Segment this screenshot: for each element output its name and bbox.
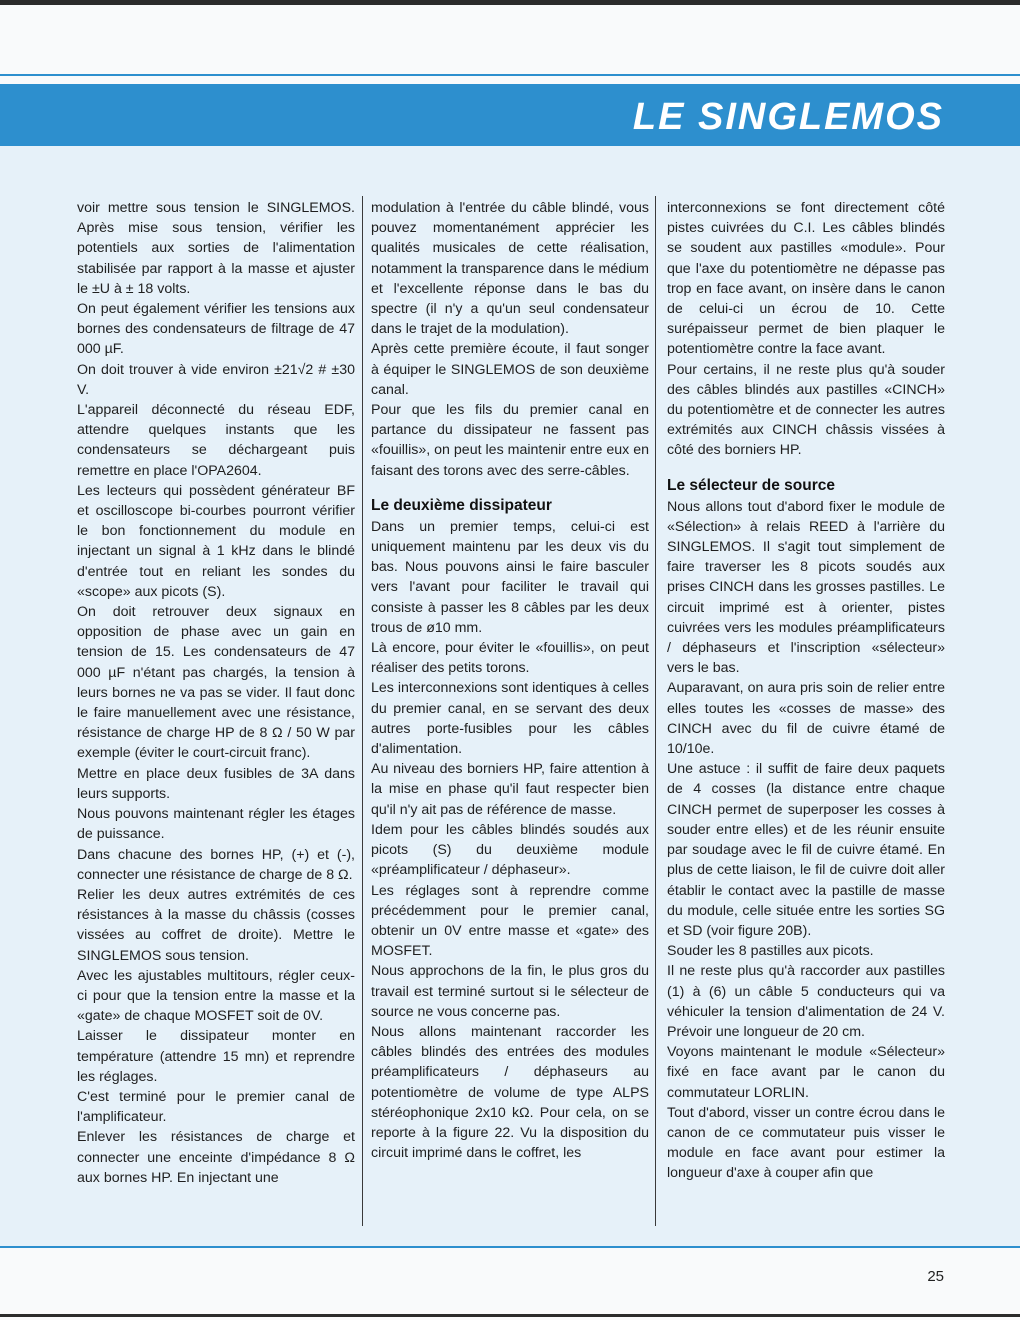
paragraph: Dans chacune des bornes HP, (+) et (-), connecter une résistance de charge de 8 Ω. (77, 846, 355, 883)
paragraph: Enlever les résistances de charge et connecter une enceinte d'impédance 8 Ω aux bornes HP. En injectant une (77, 1129, 355, 1186)
paragraph: Nous approchons de la fin, le plus gros du travail est terminé surtout si le sélecteur de source ne vous concerne pas. (371, 963, 649, 1020)
column-divider (655, 196, 656, 1226)
paragraph: On doit trouver à vide environ ±21√2 # ±30 V. (77, 361, 355, 398)
header-thin-line (0, 74, 1020, 76)
paragraph: voir mettre sous tension le SINGLEMOS. Après mise sous tension, vérifier les potentiels aux sorties de l'alimentation stabilisée par rapport à la masse et ajuster le ±U à ± 18 volts. (77, 200, 355, 297)
paragraph: Auparavant, on aura pris soin de relier entre elles toutes les «cosses de masse» des CINCH avec du fil de cuivre étamé de 10/10e. (667, 680, 945, 758)
paragraph: Une astuce : il suffit de faire deux paquets de 4 cosses (la distance entre chaque CINCH permet de superposer les cosses à souder entre elles) et de les réunir ensuite par soudage avec le fil de cuivre étamé. En plus de cette liaison, le fil de cuivre doit aller établir le contact avec la pastille de masse du module, celle située entre les sorties SG et SD (voir figure 20B). (667, 761, 945, 939)
paragraph: modulation à l'entrée du câble blindé, vous pouvez momentanément apprécier les qualités musicales de cette réalisation, notamment la transparence dans le médium et l'excellente réponse dans le bas du spectre (il n'y a qu'un seul condensateur dans le trajet de la modulation). (371, 200, 649, 338)
paragraph: Laisser le dissipateur monter en température (attendre 15 mn) et reprendre les réglages. (77, 1028, 355, 1085)
footer-line (0, 1246, 1020, 1248)
section-heading: Le sélecteur de source (667, 476, 835, 494)
paragraph: Pour que les fils du premier canal en partance du dissipateur ne fassent pas «fouillis», on peut les maintenir entre eux en faisant des torons avec des serre-câbles. (371, 402, 649, 479)
page-title: LE SINGLEMOS (632, 96, 944, 138)
paragraph: Idem pour les câbles blindés soudés aux picots (S) du deuxième module «préamplificateur / déphaseur». (371, 821, 649, 879)
paragraph: Là encore, pour éviter le «fouillis», on peut réaliser des petits torons. (371, 640, 649, 677)
paragraph: Souder les 8 pastilles aux picots. (667, 943, 874, 960)
paragraph: Relier les deux autres extrémités de ces résistances à la masse du châssis (cosses vissées au coffret de droite). Mettre le SINGLEMOS sous tension. (77, 886, 355, 964)
text-column-2 (371, 198, 649, 1163)
paragraph: Avec les ajustables multitours, régler ceux-ci pour que la tension entre la masse et la «gate» de chaque MOSFET soit de 0V. (77, 967, 355, 1025)
top-rule (0, 0, 1020, 5)
paragraph: Pour certains, il ne reste plus qu'à souder des câbles blindés aux pastilles «CINCH» du potentiomètre et de connecter les autres extrémités aux CINCH châssis vissées à côté des borniers HP. (667, 361, 945, 459)
page-number: 25 (927, 1268, 944, 1285)
paragraph: Nous pouvons maintenant régler les étages de puissance. (77, 806, 355, 843)
paragraph: Il ne reste plus qu'à raccorder aux pastilles (1) à (6) un câble 5 conducteurs qui va véhiculer la tension d'alimentation de 24 V. Prévoir une longueur de 20 cm. (667, 963, 945, 1040)
paragraph: Mettre en place deux fusibles de 3A dans leurs supports. (77, 765, 355, 802)
paragraph: C'est terminé pour le premier canal de l'amplificateur. (77, 1088, 355, 1126)
footer-rule (0, 1314, 1020, 1317)
paragraph: Au niveau des borniers HP, faire attention à la mise en phase qu'il faut respecter bien qu'il n'y ait pas de référence de masse. (371, 761, 649, 818)
column-divider (362, 196, 363, 1226)
paragraph: L'appareil déconnecté du réseau EDF, attendre quelques instants que les condensateurs se déchargeant puis remettre en place l'OPA2604. (77, 402, 355, 479)
paragraph: On peut également vérifier les tensions aux bornes des condensateurs de filtrage de 47 000 µF. (77, 301, 355, 358)
section-heading: Le deuxième dissipateur (371, 496, 552, 514)
paragraph: Tout d'abord, visser un contre écrou dans le canon de ce commutateur puis visser le module en face avant pour estimer la longueur d'axe à couper afin que (667, 1104, 945, 1182)
paragraph: Après cette première écoute, il faut songer à équiper le SINGLEMOS de son deuxième canal. (371, 341, 649, 398)
paragraph: Nous allons tout d'abord fixer le module de «Sélection» à relais REED à l'arrière du SINGLEMOS. Il s'agit tout simplement de faire traverser les 8 picots soudés aux prises CINCH dans les grosses pastilles. Le circuit imprimé est à orienter, pistes cuivrées vers les modules préamplificateurs / déphaseurs et l'inscription «sélecteur» vers le bas. (667, 498, 945, 677)
text-column-1 (77, 198, 355, 1188)
paragraph: Les réglages sont à reprendre comme précédemment pour le premier canal, obtenir un 0V entre masse et «gate» des MOSFET. (371, 882, 649, 960)
paragraph: Les lecteurs qui possèdent générateur BF et oscilloscope bi-courbes pourront vérifier le bon fonctionnement du module en injectant un signal à 1 kHz dans le blindé d'entrée tout en reliant les sondes du «scope» aux picots (S). (77, 482, 355, 600)
paragraph: On doit retrouver deux signaux en opposition de phase avec un gain en tension de 15. Les condensateurs de 47 000 µF n'étant pas chargés, la tension à leurs bornes ne va pas se vider. Il faut donc le faire manuellement avec une résistance, résistance de charge HP de 8 Ω / 50 W par exemple (éviter le court-circuit franc). (77, 604, 355, 762)
paragraph: Dans un premier temps, celui-ci est uniquement maintenu par les deux vis du bas. Nous pouvons ainsi le faire basculer vers l'avant pour faciliter le travail qui consiste à passer les 8 câbles par les deux trous de ø10 mm. (371, 518, 649, 636)
text-column-3 (667, 198, 945, 1184)
paragraph: Voyons maintenant le module «Sélecteur» fixé en face avant par le canon du commutateur LORLIN. (667, 1044, 945, 1101)
paragraph: interconnexions se font directement côté pistes cuivrées du C.I. Les câbles blindés se soudent aux pastilles «module». Pour que l'axe du potentiomètre ne dépasse pas trop en face avant, on insère dans le canon de celui-ci un écrou de 10. Cette surépaisseur permet de bien plaquer le potentiomètre contre la face avant. (667, 200, 945, 358)
paragraph: Les interconnexions sont identiques à celles du premier canal, en se servant des deux autres porte-fusibles pour les câbles d'alimentation. (371, 680, 649, 758)
paragraph: Nous allons maintenant raccorder les câbles blindés des entrées des modules préamplificateurs / déphaseurs au potentiomètre de volume de type ALPS stéréophonique 2x10 kΩ. Pour cela, on se reporte à la figure 22. Vu la disposition du circuit imprimé dans le coffret, les (371, 1023, 649, 1162)
